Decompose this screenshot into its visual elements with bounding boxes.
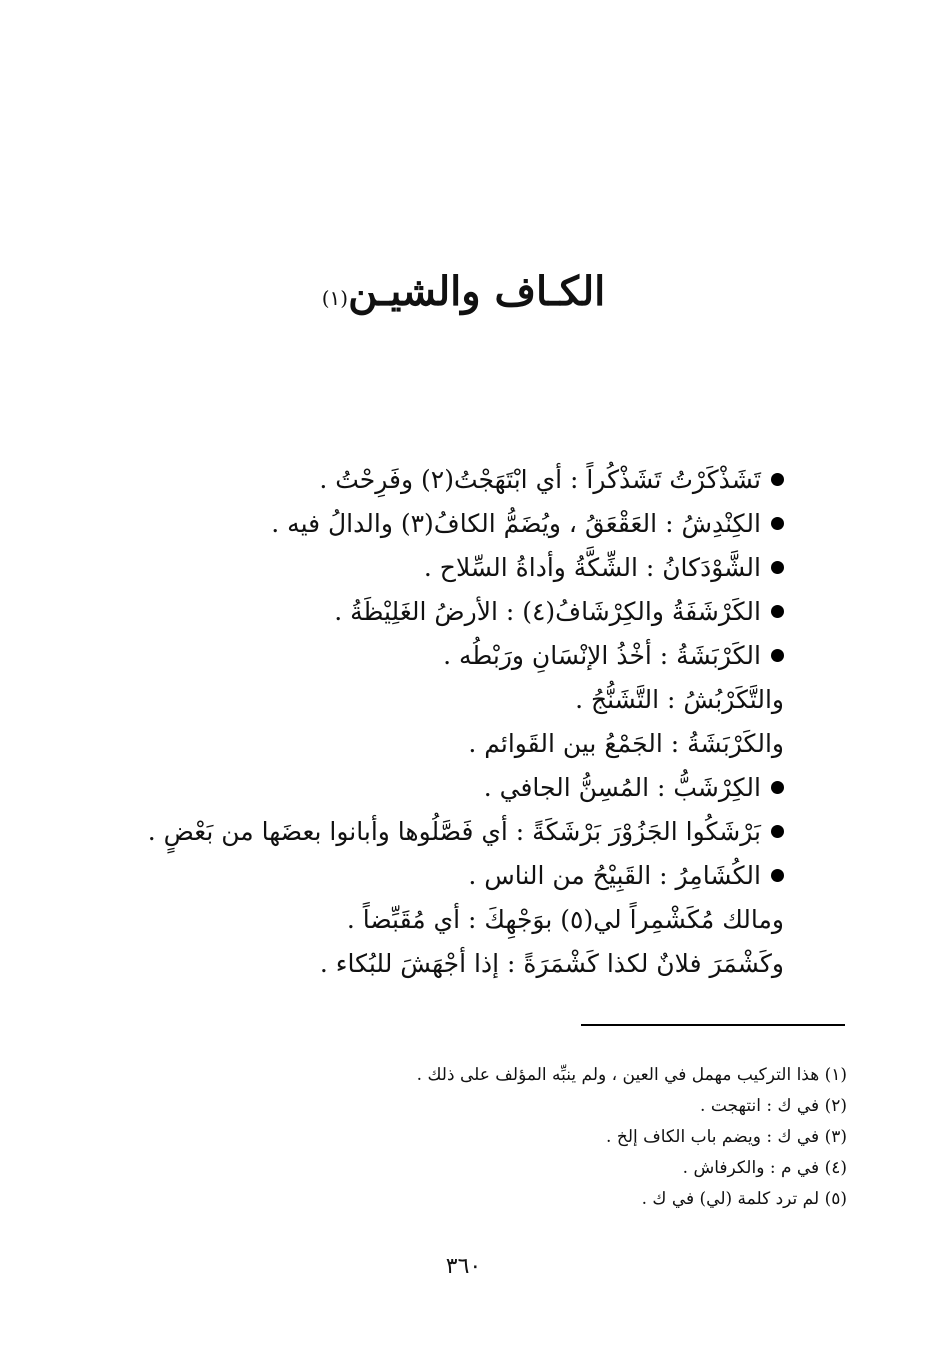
entry-text: الشَّوْدَكانُ : الشِّكَّةُ وأداةُ السِّلاح . [423,553,761,582]
entry-text: الكَرْبَشَةُ : أخْذُ الإنْسَانِ ورَبْطُه . [443,641,761,670]
dictionary-subentry [144,898,784,942]
section-title-text: الكـاف والشيـن [348,268,606,315]
bullet-icon [771,869,784,882]
dictionary-subentry [144,722,784,766]
bullet-icon [771,561,784,574]
section-title [0,262,927,322]
footnote: (٢) في ك : انتهجت . [700,1096,847,1116]
dictionary-entries [144,458,784,986]
entry-text: تَشَذْكَرْتُ تَشَذْكُراً : أي ابْتَهَجْتُ(٢) وفَرِحْتُ . [319,465,761,494]
bullet-icon [771,517,784,530]
dictionary-entry [144,810,784,854]
bullet-icon [771,473,784,486]
footnote: (٣) في ك : ويضم باب الكاف إلخ . [606,1127,847,1147]
dictionary-entry [144,502,784,546]
bullet-icon [771,825,784,838]
entry-text: والتَّكَرْبُشُ : التَّشَنُّجُ . [575,685,784,714]
bullet-icon [771,781,784,794]
entry-text: الكِنْدِشُ : العَقْعَقُ ، ويُضَمُّ الكافُ(٣) والدالُ فيه . [271,509,761,538]
dictionary-entry [144,590,784,634]
footnote-divider [581,1024,845,1026]
bullet-icon [771,649,784,662]
entry-text: الكَرْشَفَةُ والكِرْشَافُ(٤) : الأرضُ الغَلِيْظَةُ . [334,597,761,626]
footnote: (٥) لم ترد كلمة (لي) في ك . [641,1189,847,1209]
footnote: (٤) في م : والكرفاش . [682,1158,847,1178]
entry-text: الكُشَامِرُ : القَبِيْحُ من الناس . [468,861,761,890]
dictionary-entry [144,546,784,590]
page-number: ٣٦٠ [445,1254,482,1279]
dictionary-entry [144,854,784,898]
entry-text: وكَشْمَرَ فلانٌ لكذا كَشْمَرَةً : إذا أجْهَشَ للبُكاء . [319,949,784,978]
section-title-footnote-ref: (١) [321,286,349,310]
footnote: (١) هذا التركيب مهمل في العين ، ولم ينبِّه المؤلف على ذلك . [416,1065,847,1085]
dictionary-subentry [144,678,784,722]
entry-text: والكَرْبَشَةُ : الجَمْعُ بين القَوائم . [468,729,784,758]
bullet-icon [771,605,784,618]
entry-text: الكِرْشَبُّ : المُسِنُّ الجافي . [483,773,761,802]
entry-text: ومالك مُكَشْمِراً لي(٥) بوَجْهِكَ : أي مُقَبِّضاً . [346,905,784,934]
dictionary-entry [144,458,784,502]
footnotes [147,1060,847,1215]
dictionary-entry [144,634,784,678]
entry-text: بَرْشَكُوا الجَزُوْرَ بَرْشَكَةً : أي فَصَّلُوها وأبانوا بعضَها من بَعْضٍ . [147,817,761,846]
dictionary-entry [144,766,784,810]
dictionary-subentry [144,942,784,986]
